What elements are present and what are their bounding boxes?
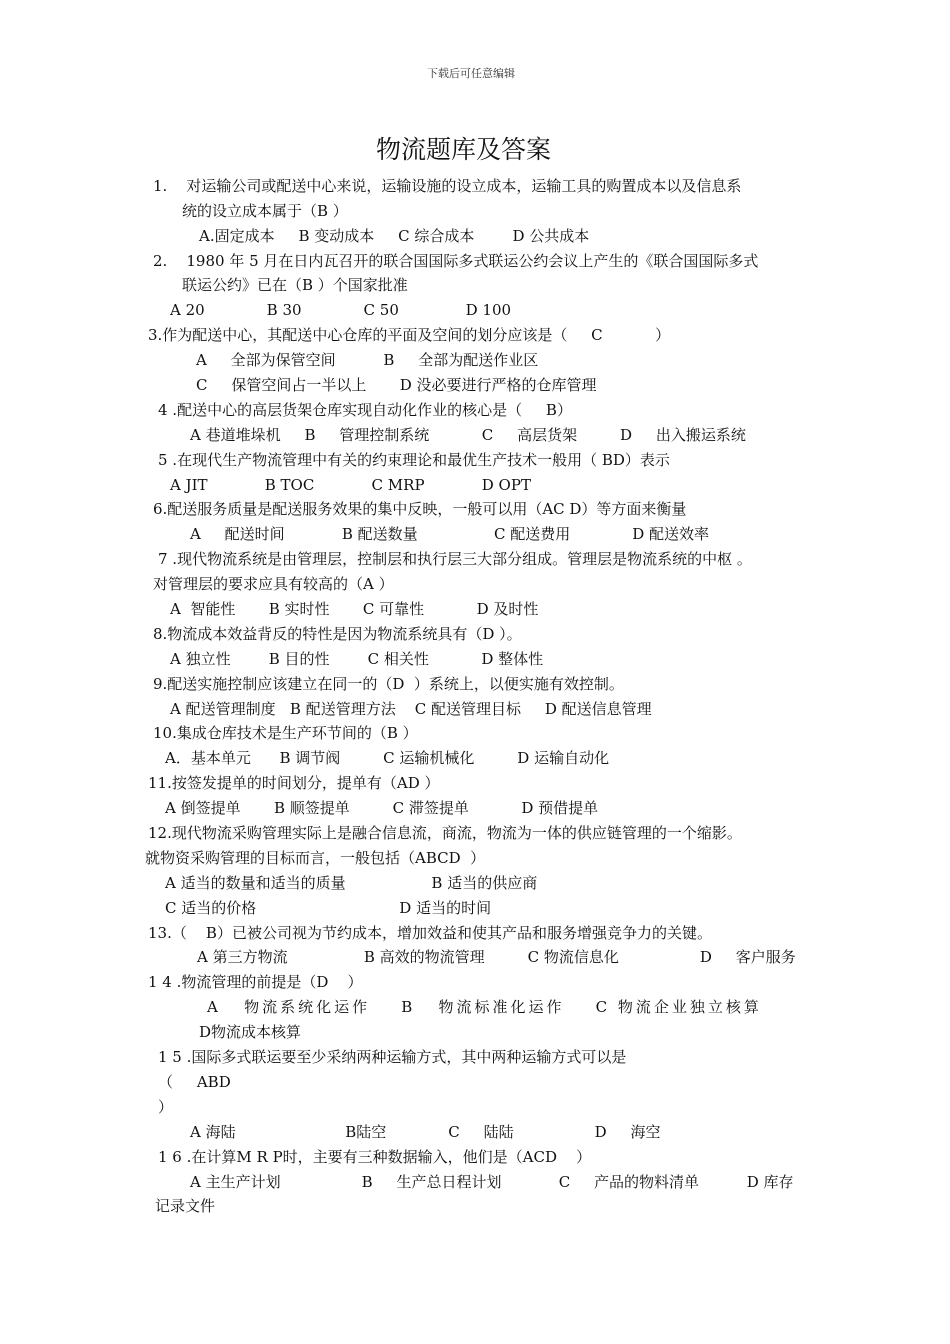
option-line: D物流成本核算 [199, 1023, 302, 1041]
option-line: A 主生产计划 B 生产总日程计划 C 产品的物料清单 D 库存 [190, 1173, 794, 1191]
option-line: A 物流系统化运作 B 物流标准化运作 C 物流企业独立核算 [207, 998, 762, 1016]
question-line: 记录文件 [155, 1197, 216, 1215]
question-line: 4 .配送中心的高层货架仓库实现自动化作业的核心是（ B） [158, 401, 572, 419]
question-line: 9.配送实施控制应该建立在同一的（D ）系统上，以便实施有效控制。 [153, 675, 624, 693]
option-line: A 第三方物流 B 高效的物流管理 C 物流信息化 D 客户服务 [197, 948, 796, 966]
question-line: 5 .在现代生产物流管理中有关的约束理论和最优生产技术一般用（ BD）表示 [158, 451, 670, 469]
question-line: 1 6 .在计算M R P时，主要有三种数据输入，他们是（ACD ） [158, 1148, 592, 1166]
option-line: A.固定成本 B 变动成本 C 综合成本 D 公共成本 [199, 227, 590, 245]
question-line: 8.物流成本效益背反的特性是因为物流系统具有（D ）。 [153, 625, 522, 643]
option-line: A 独立性 B 目的性 C 相关性 D 整体性 [170, 650, 544, 668]
question-line: 就物资采购管理的目标而言，一般包括（ABCD ） [145, 849, 486, 867]
question-line: 7 .现代物流系统是由管理层，控制层和执行层三大部分组成。管理层是物流系统的中枢 。 [158, 550, 752, 568]
option-line: A 智能性 B 实时性 C 可靠性 D 及时性 [170, 600, 539, 618]
option-line: A 倒签提单 B 顺签提单 C 滞签提单 D 预借提单 [165, 799, 599, 817]
option-line: C 保管空间占一半以上 D 没必要进行严格的仓库管理 [196, 376, 597, 394]
question-line: 12.现代物流采购管理实际上是融合信息流，商流，物流为一体的供应链管理的一个缩影。 [148, 824, 742, 842]
option-line: A 全部为保管空间 B 全部为配送作业区 [196, 351, 539, 369]
option-line: A 巷道堆垛机 B 管理控制系统 C 高层货架 D 出入搬运系统 [190, 426, 746, 444]
option-line: A JIT B TOC C MRP D OPT [170, 476, 531, 494]
page-title: 物流题库及答案 [376, 135, 552, 164]
option-line: A 20 B 30 C 50 D 100 [170, 301, 512, 319]
option-line: A 适当的数量和适当的质量 B 适当的供应商 [165, 874, 538, 892]
question-line: 13.（ B）已被公司视为节约成本，增加效益和使其产品和服务增强竞争力的关键。 [148, 924, 712, 942]
question-line: 2. 1980 年 5 月在日内瓦召开的联合国国际多式联运公约会议上产生的《联合国国际多式 [153, 252, 759, 270]
question-line: 1 5 .国际多式联运要至少采纳两种运输方式，其中两种运输方式可以是 [158, 1048, 627, 1066]
option-line: A 配送时间 B 配送数量 C 配送费用 D 配送效率 [190, 525, 709, 543]
question-line: ） [158, 1098, 174, 1116]
question-line: 10.集成仓库技术是生产环节间的（B ） [153, 724, 418, 742]
option-line: C 适当的价格 D 适当的时间 [165, 899, 492, 917]
question-line: 统的设立成本属于（B ） [182, 202, 348, 220]
question-line: 3.作为配送中心，其配送中心仓库的平面及空间的划分应该是（ C ） [148, 326, 671, 344]
option-line: A 海陆 B陆空 C 陆陆 D 海空 [190, 1123, 661, 1141]
question-line: 1 4 .物流管理的前提是（D ） [148, 973, 363, 991]
question-line: 11.按签发提单的时间划分，提单有（AD ） [148, 774, 440, 792]
question-line: 1. 对运输公司或配送中心来说，运输设施的设立成本，运输工具的购置成本以及信息系 [153, 177, 742, 195]
page-header: 下载后可任意编辑 [427, 67, 515, 80]
question-line: 对管理层的要求应具有较高的（A ） [153, 575, 394, 593]
question-line: 6.配送服务质量是配送服务效果的集中反映，一般可以用（AC D）等方面来衡量 [153, 500, 687, 518]
option-line: A 配送管理制度 B 配送管理方法 C 配送管理目标 D 配送信息管理 [170, 700, 652, 718]
question-line: 联运公约》已在（B ）个国家批准 [182, 276, 408, 294]
question-line: （ ABD [158, 1073, 231, 1091]
option-line: A．基本单元 B 调节阀 C 运输机械化 D 运输自动化 [165, 749, 610, 767]
